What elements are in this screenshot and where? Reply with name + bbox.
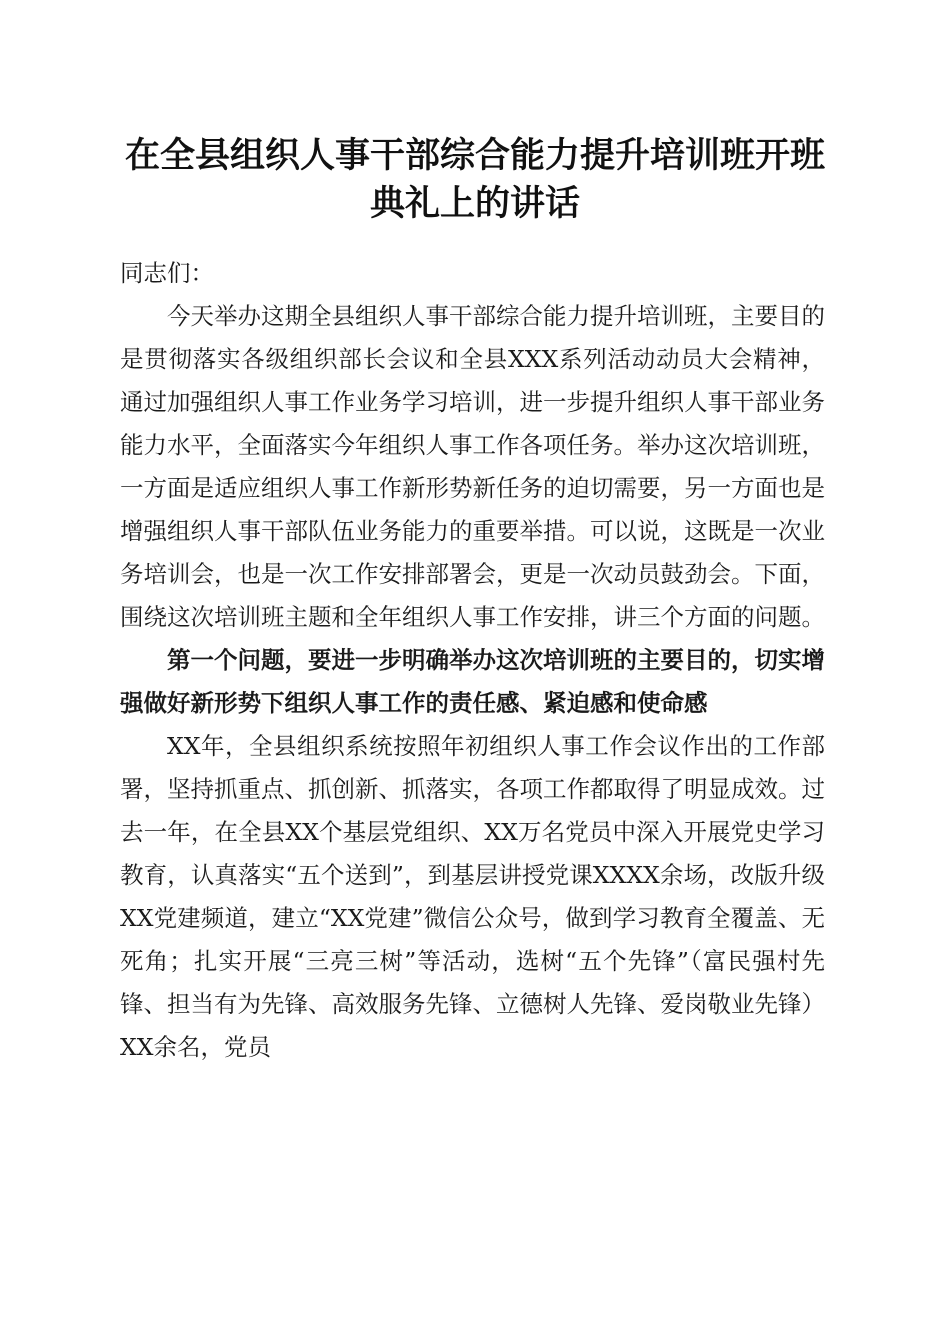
section-heading: 第一个问题，要进一步明确举办这次培训班的主要目的，切实增强做好新形势下组织人事工作的责任感、紧迫感和使命感 (120, 646, 825, 717)
salutation: 同志们： (120, 259, 214, 287)
title-line-2: 典礼上的讲话 (369, 183, 580, 224)
title-line-1: 在全县组织人事干部综合能力提升培训班开班 (124, 135, 825, 176)
intro-paragraph: 今天举办这期全县组织人事干部综合能力提升培训班，主要目的是贯彻落实各级组织部长会议和全县XXX系列活动动员大会精神，通过加强组织人事工作业务学习培训，进一步提升组织人事干部业务能力水平，全面落实今年组织人事工作各项任务。举办这次培训班，一方面是适应组织人事工作新形势新任务的迫切需要，另一方面也是增强组织人事干部队伍业务能力的重要举措。可以说，这既是一次业务培训会，也是一次工作安排部署会，更是一次动员鼓劲会。下面，围绕这次培训班主题和全年组织人事工作安排，讲三个方面的问题。 (120, 302, 825, 631)
section-paragraph: XX年，全县组织系统按照年初组织人事工作会议作出的工作部署，坚持抓重点、抓创新、抓落实，各项工作都取得了明显成效。过去一年，在全县XX个基层党组织、XX万名党员中深入开展党史学习教育，认真落实“五个送到”，到基层讲授党课XXXX余场，改版升级XX党建频道，建立“XX党建”微信公众号，做到学习教育全覆盖、无死角；扎实开展“三亮三树”等活动，选树“五个先锋”（富民强村先锋、担当有为先锋、高效服务先锋、立德树人先锋、爱岗敬业先锋）XX余名，党员 (120, 732, 825, 1061)
document-body (120, 252, 825, 1069)
document-title (110, 132, 840, 228)
